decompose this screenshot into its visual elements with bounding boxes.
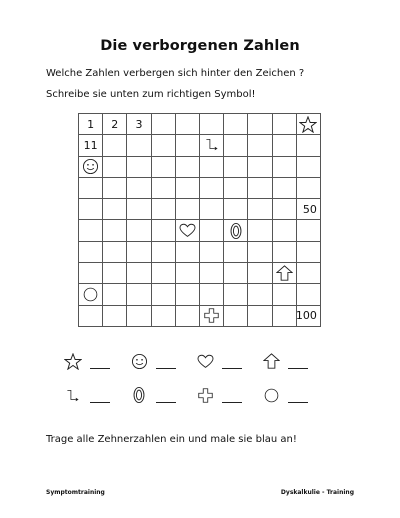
grid-cell[interactable] <box>176 220 200 241</box>
answer-item <box>60 385 126 409</box>
grid-cell[interactable] <box>200 306 224 327</box>
grid-cell[interactable] <box>152 199 176 220</box>
grid-cell[interactable] <box>152 178 176 199</box>
grid-cell[interactable] <box>297 242 321 263</box>
answer-area <box>60 346 324 414</box>
grid-cell[interactable] <box>176 306 200 327</box>
answer-blank[interactable] <box>288 402 308 403</box>
answer-blank[interactable] <box>288 368 308 369</box>
grid-cell[interactable] <box>200 242 224 263</box>
grid-cell[interactable] <box>273 157 297 178</box>
grid-cell[interactable] <box>224 220 248 241</box>
grid-cell[interactable] <box>127 199 151 220</box>
grid-cell[interactable] <box>248 157 272 178</box>
grid-cell[interactable] <box>152 242 176 263</box>
grid-cell[interactable] <box>248 220 272 241</box>
grid-cell[interactable] <box>248 306 272 327</box>
hundred-grid <box>78 113 321 327</box>
grid-number: 1 <box>87 117 95 131</box>
grid-number: 50 <box>302 202 317 216</box>
grid-cell[interactable] <box>273 114 297 135</box>
zero-icon <box>133 386 145 408</box>
grid-cell[interactable] <box>127 135 151 156</box>
grid-cell[interactable] <box>248 114 272 135</box>
grid-number: 11 <box>83 138 98 152</box>
smiley-icon <box>82 158 99 175</box>
grid-cell[interactable] <box>176 199 200 220</box>
grid-cell[interactable] <box>224 178 248 199</box>
grid-cell[interactable] <box>200 135 224 156</box>
grid-cell[interactable] <box>103 135 127 156</box>
grid-cell[interactable] <box>176 263 200 284</box>
grid-cell[interactable] <box>152 284 176 305</box>
worksheet-title: Die verborgenen Zahlen <box>100 38 300 54</box>
grid-cell[interactable] <box>248 284 272 305</box>
answer-blank[interactable] <box>156 368 176 369</box>
grid-cell[interactable] <box>152 263 176 284</box>
grid-number: 100 <box>295 309 317 323</box>
grid-cell[interactable] <box>79 157 103 178</box>
grid-cell[interactable] <box>103 199 127 220</box>
grid-cell[interactable] <box>273 199 297 220</box>
footer-right-label: Dyskalkulie - Training <box>280 489 354 496</box>
grid-cell[interactable] <box>79 306 103 327</box>
answer-symbol <box>192 352 218 374</box>
answer-blank[interactable] <box>156 402 176 403</box>
grid-cell[interactable] <box>79 220 103 241</box>
grid-cell[interactable] <box>224 135 248 156</box>
grid-cell[interactable] <box>79 242 103 263</box>
grid-cell[interactable] <box>176 157 200 178</box>
grid-cell[interactable] <box>297 135 321 156</box>
smiley-icon <box>131 353 148 374</box>
grid-cell[interactable] <box>79 178 103 199</box>
grid-cell[interactable] <box>224 263 248 284</box>
grid-cell[interactable] <box>273 306 297 327</box>
grid-cell[interactable] <box>127 220 151 241</box>
answer-symbol <box>60 386 86 408</box>
answer-blank[interactable] <box>90 368 110 369</box>
answer-item <box>258 385 324 409</box>
grid-cell[interactable] <box>103 220 127 241</box>
heart-icon <box>179 223 196 238</box>
answer-row <box>60 346 324 380</box>
grid-cell[interactable] <box>152 114 176 135</box>
up-arrow-icon <box>276 265 293 281</box>
grid-cell[interactable] <box>79 284 103 305</box>
grid-cell[interactable] <box>152 306 176 327</box>
grid-cell[interactable] <box>297 199 321 220</box>
grid-cell[interactable] <box>103 242 127 263</box>
grid-cell[interactable] <box>224 242 248 263</box>
answer-item <box>192 351 258 375</box>
answer-blank[interactable] <box>90 402 110 403</box>
step-arrow-icon <box>205 138 219 152</box>
answer-symbol <box>60 352 86 374</box>
grid-cell[interactable] <box>248 199 272 220</box>
grid-number: 3 <box>135 117 143 131</box>
grid-cell[interactable] <box>176 284 200 305</box>
grid-cell[interactable] <box>200 178 224 199</box>
answer-item <box>60 351 126 375</box>
grid-cell[interactable] <box>79 199 103 220</box>
grid-cell[interactable] <box>248 178 272 199</box>
grid-cell[interactable] <box>224 306 248 327</box>
task-text: Schreibe sie unten zum richtigen Symbol! <box>46 89 256 100</box>
heart-icon <box>197 354 214 373</box>
step-arrow-icon <box>66 388 80 407</box>
grid-cell[interactable] <box>79 135 103 156</box>
grid-cell[interactable] <box>224 199 248 220</box>
grid-cell[interactable] <box>127 242 151 263</box>
grid-cell[interactable] <box>200 284 224 305</box>
circle-icon <box>83 287 98 302</box>
star-icon <box>299 116 317 133</box>
grid-cell[interactable] <box>103 306 127 327</box>
answer-blank[interactable] <box>222 368 242 369</box>
grid-cell[interactable] <box>79 114 103 135</box>
grid-cell[interactable] <box>103 263 127 284</box>
grid-cell[interactable] <box>273 284 297 305</box>
grid-cell[interactable] <box>273 242 297 263</box>
up-arrow-icon <box>263 353 280 373</box>
answer-row <box>60 380 324 414</box>
grid-cell[interactable] <box>176 178 200 199</box>
answer-item <box>126 385 192 409</box>
grid-cell[interactable] <box>176 114 200 135</box>
answer-symbol <box>258 386 284 408</box>
circle-icon <box>264 388 279 407</box>
answer-item <box>258 351 324 375</box>
grid-cell[interactable] <box>103 114 127 135</box>
grid-cell[interactable] <box>176 242 200 263</box>
grid-cell[interactable] <box>200 114 224 135</box>
cross-icon <box>198 388 213 407</box>
grid-cell[interactable] <box>297 263 321 284</box>
grid-cell[interactable] <box>297 284 321 305</box>
zero-icon <box>230 222 242 240</box>
grid-cell[interactable] <box>248 135 272 156</box>
star-icon <box>64 353 82 374</box>
cross-icon <box>204 308 219 323</box>
grid-cell[interactable] <box>200 157 224 178</box>
grid-cell[interactable] <box>273 220 297 241</box>
answer-blank[interactable] <box>222 402 242 403</box>
grid-cell[interactable] <box>103 178 127 199</box>
answer-symbol <box>126 352 152 374</box>
grid-cell[interactable] <box>200 199 224 220</box>
grid-cell[interactable] <box>127 263 151 284</box>
grid-cell[interactable] <box>297 157 321 178</box>
grid-cell[interactable] <box>127 284 151 305</box>
grid-cell[interactable] <box>127 306 151 327</box>
grid-cell[interactable] <box>273 135 297 156</box>
grid-cell[interactable] <box>79 263 103 284</box>
grid-cell[interactable] <box>152 220 176 241</box>
footer-left-label: Symptomtraining <box>46 489 105 496</box>
instruction-text: Trage alle Zehnerzahlen ein und male sie blau an! <box>46 434 297 445</box>
grid-cell[interactable] <box>103 157 127 178</box>
answer-item <box>192 385 258 409</box>
grid-cell[interactable] <box>152 135 176 156</box>
grid-cell[interactable] <box>297 114 321 135</box>
grid-cell[interactable] <box>297 178 321 199</box>
grid-cell[interactable] <box>224 284 248 305</box>
grid-cell[interactable] <box>273 263 297 284</box>
grid-cell[interactable] <box>127 178 151 199</box>
grid-cell[interactable] <box>176 135 200 156</box>
grid-number: 2 <box>111 117 119 131</box>
answer-symbol <box>126 386 152 408</box>
grid-cell[interactable] <box>248 263 272 284</box>
grid-cell[interactable] <box>127 157 151 178</box>
answer-symbol <box>192 386 218 408</box>
grid-cell[interactable] <box>103 284 127 305</box>
grid-cell[interactable] <box>224 114 248 135</box>
grid-cell[interactable] <box>273 178 297 199</box>
question-text: Welche Zahlen verbergen sich hinter den Zeichen ? <box>46 68 305 79</box>
grid-cell[interactable] <box>224 157 248 178</box>
grid-cell[interactable] <box>152 157 176 178</box>
answer-item <box>126 351 192 375</box>
answer-symbol <box>258 352 284 374</box>
grid-cell[interactable] <box>297 220 321 241</box>
grid-cell[interactable] <box>127 114 151 135</box>
grid-cell[interactable] <box>200 220 224 241</box>
grid-cell[interactable] <box>248 242 272 263</box>
grid-cell[interactable] <box>297 306 321 327</box>
grid-cell[interactable] <box>200 263 224 284</box>
